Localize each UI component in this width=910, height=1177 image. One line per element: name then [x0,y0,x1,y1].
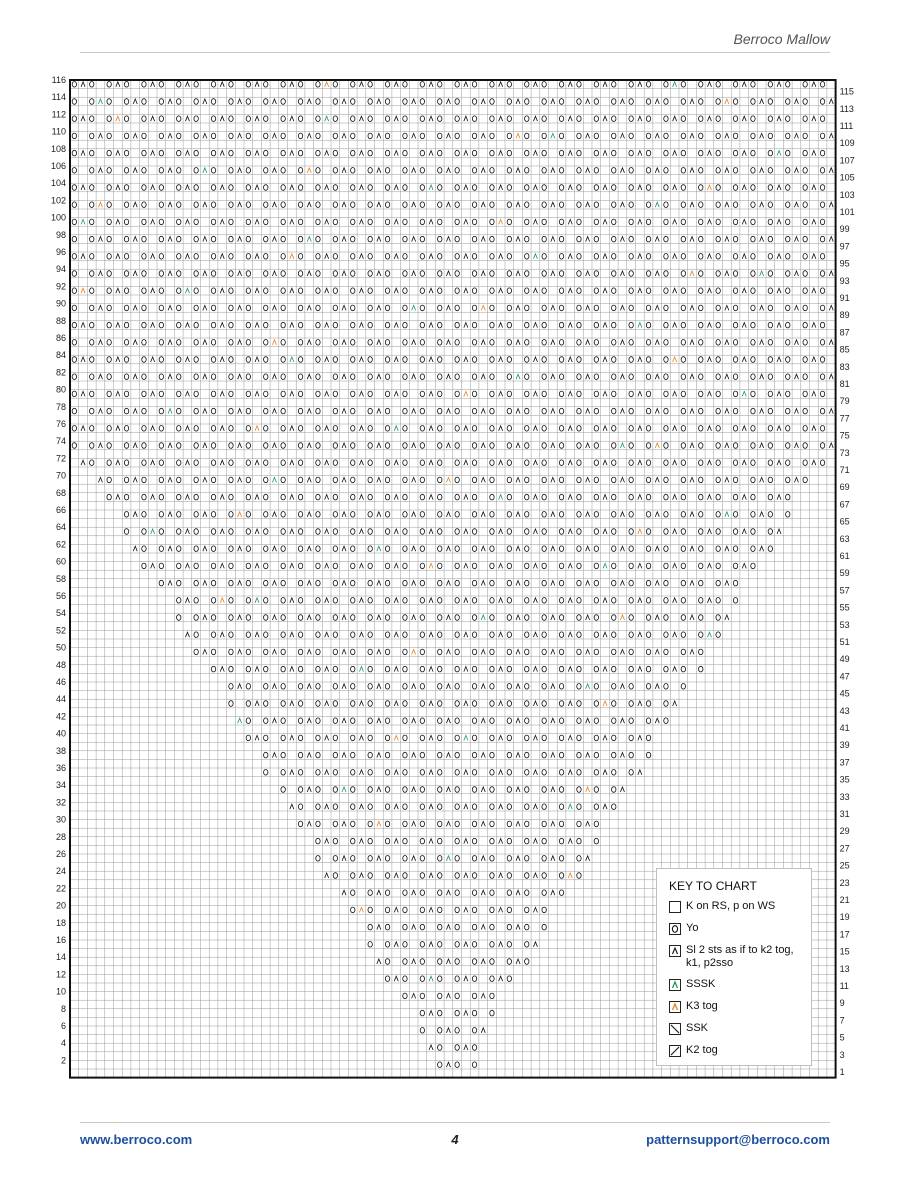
right-row-label: 17 [839,929,850,940]
right-row-label: 37 [839,757,850,768]
right-row-label: 3 [839,1049,845,1060]
right-row-label: 109 [839,138,855,149]
key-label-sssk: SSSK [686,978,716,990]
left-row-label: 90 [55,298,66,309]
left-row-label: 40 [55,728,66,739]
right-row-label: 73 [839,447,850,458]
right-row-label: 67 [839,499,850,510]
left-row-label: 62 [55,539,66,550]
left-row-label: 98 [55,229,66,240]
right-row-label: 31 [839,809,850,819]
right-row-label: 43 [839,705,850,716]
right-row-label: 83 [839,361,850,372]
left-row-label: 66 [55,505,66,515]
right-row-label: 99 [839,224,850,235]
right-row-label: 79 [839,396,850,407]
left-row-label: 8 [60,1003,66,1014]
left-row-label: 34 [55,780,66,791]
left-row-label: 28 [55,831,66,842]
left-row-label: 12 [55,969,66,980]
right-row-label: 5 [839,1032,845,1043]
key-label-ssk: SSK [686,1022,709,1034]
left-row-label: 110 [51,126,66,137]
right-row-label: 25 [839,860,850,871]
right-row-label: 57 [839,585,850,596]
left-row-label: 46 [55,677,66,687]
right-row-label: 1 [839,1067,845,1077]
right-row-label: 93 [839,275,850,286]
left-row-label: 22 [55,883,66,894]
right-row-label: 69 [839,482,850,493]
right-row-label: 45 [839,688,850,699]
left-row-label: 78 [55,401,66,412]
right-row-label: 111 [839,121,854,131]
k3tog-icon [669,1001,681,1013]
right-row-label: 71 [839,465,850,475]
right-row-label: 7 [839,1015,845,1026]
key-label-knit: K on RS, p on WS [686,900,776,912]
left-row-label: 56 [55,591,66,601]
ssk-icon [669,1023,681,1035]
right-row-label: 29 [839,826,850,837]
left-row-label: 36 [55,763,66,773]
left-row-label: 94 [55,264,66,275]
left-row-label: 80 [55,384,66,395]
right-row-label: 113 [839,103,854,114]
left-row-label: 104 [50,178,66,189]
left-row-label: 86 [55,333,66,343]
right-row-label: 23 [839,877,850,888]
right-row-label: 27 [839,843,850,854]
left-row-label: 100 [50,212,66,223]
right-row-label: 47 [839,671,850,682]
left-row-label: 82 [55,367,66,378]
right-row-label: 75 [839,430,850,441]
blank-square-icon [669,901,681,913]
right-row-label: 77 [839,413,850,424]
right-row-label: 55 [839,602,850,613]
right-row-label: 105 [839,172,855,183]
right-row-label: 107 [839,155,855,166]
left-row-label: 58 [55,573,66,584]
left-row-label: 52 [55,625,66,636]
left-row-label: 102 [50,195,66,206]
left-row-label: 114 [51,92,66,103]
right-row-label: 53 [839,619,850,630]
left-row-label: 24 [55,866,66,877]
left-row-label: 88 [55,315,66,326]
left-row-label: 42 [55,711,66,722]
left-row-label: 54 [55,608,66,619]
right-row-label: 89 [839,310,850,321]
left-row-label: 60 [55,556,66,567]
right-row-label: 33 [839,791,850,802]
right-row-label: 39 [839,740,850,751]
right-row-label: 95 [839,258,850,269]
support-email-link[interactable]: patternsupport@berroco.com [646,1132,830,1147]
left-row-label: 106 [50,161,66,171]
caret-icon [669,945,681,957]
right-row-label: 97 [839,241,850,252]
left-row-label: 64 [55,522,66,533]
right-row-label: 9 [839,998,845,1009]
left-row-label: 72 [55,453,66,464]
right-row-label: 103 [839,189,855,200]
left-row-label: 76 [55,419,66,429]
left-row-label: 116 [51,75,66,85]
left-row-label: 96 [55,247,66,257]
key-title: KEY TO CHART [669,879,757,893]
left-row-label: 2 [60,1055,66,1066]
left-row-label: 32 [55,797,66,808]
right-row-label: 19 [839,912,850,923]
left-row-label: 74 [55,436,66,447]
right-row-label: 81 [839,379,850,389]
left-row-label: 44 [55,694,66,705]
left-row-label: 68 [55,487,66,498]
left-row-label: 38 [55,745,66,756]
left-row-label: 92 [55,281,66,292]
left-row-label: 48 [55,659,66,670]
left-row-label: 20 [55,900,66,911]
yo-icon [669,923,681,935]
left-row-label: 6 [60,1021,66,1031]
chart-key [656,868,812,1066]
right-row-label: 63 [839,533,850,544]
right-row-label: 15 [839,946,850,957]
page-number: 4 [451,1132,459,1147]
left-row-label: 84 [55,350,66,361]
right-row-label: 59 [839,568,850,579]
right-row-label: 101 [839,207,855,217]
left-row-label: 14 [55,952,66,963]
brand-name: Berroco Mallow [733,31,830,47]
left-row-label: 112 [51,109,66,120]
left-row-label: 30 [55,814,66,825]
footer-divider [80,1122,830,1123]
right-row-label: 91 [839,293,850,303]
right-row-label: 11 [839,981,849,991]
sssk-icon [669,979,681,991]
right-row-label: 13 [839,963,850,974]
left-row-label: 16 [55,935,66,945]
right-row-label: 115 [839,86,854,97]
left-row-label: 70 [55,470,66,481]
key-label-k2tog: K2 tog [686,1044,718,1056]
left-row-label: 10 [55,986,66,997]
website-link[interactable]: www.berroco.com [80,1132,193,1147]
right-row-label: 35 [839,774,850,785]
right-row-label: 87 [839,327,850,338]
left-row-label: 4 [60,1038,66,1049]
key-label-k3tog: K3 tog [686,1000,718,1012]
left-row-label: 18 [55,917,66,928]
right-row-label: 65 [839,516,850,527]
left-row-label: 26 [55,849,66,859]
right-row-label: 85 [839,344,850,355]
right-row-label: 21 [839,895,850,905]
right-row-label: 61 [839,551,850,561]
right-row-label: 41 [839,723,850,733]
left-row-label: 50 [55,642,66,653]
right-row-label: 49 [839,654,850,665]
left-row-label: 108 [50,143,66,154]
right-row-label: 51 [839,637,850,647]
key-label-s2kp: Sl 2 sts as if to k2 tog, k1, p2sso [686,944,794,969]
key-label-yo: Yo [686,922,699,934]
k2tog-icon [669,1045,681,1057]
